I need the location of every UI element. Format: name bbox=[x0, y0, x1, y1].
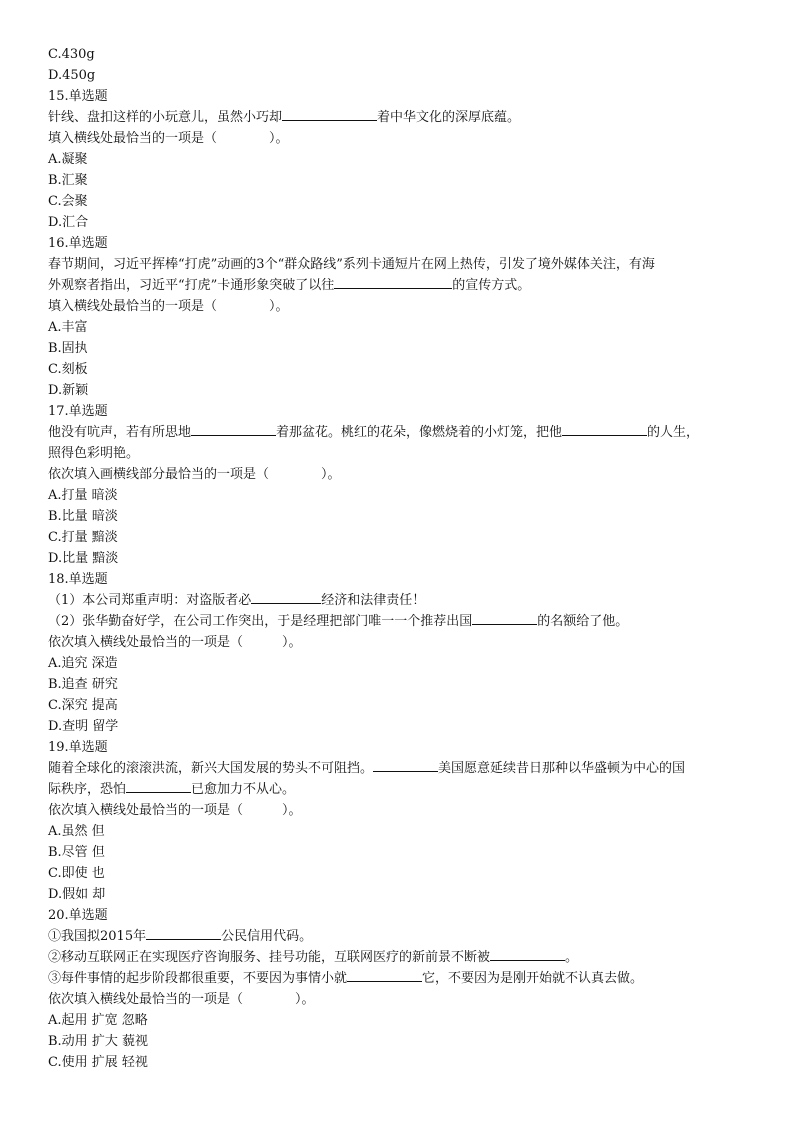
question-18-option-d: D.查明 留学 bbox=[48, 719, 119, 734]
question-15-header: 15.单选题 bbox=[48, 89, 108, 104]
fill-blank bbox=[191, 423, 276, 436]
question-20-stem-3: ③每件事情的起步阶段都很重要，不要因为事情小就 它，不要因为是刚开始就不认真去做。 bbox=[48, 971, 644, 986]
question-17-stem-2: 照得色彩明艳。 bbox=[48, 446, 140, 461]
question-16-option-a: A.丰富 bbox=[48, 320, 88, 335]
fill-blank bbox=[562, 423, 647, 436]
question-16-stem-1: 春节期间，习近平挥棒“打虎”动画的3个“群众路线”系列卡通短片在网上热传，引发了境外媒体关注，有海 bbox=[48, 257, 655, 272]
question-17-option-d: D.比量 黯淡 bbox=[48, 551, 119, 566]
question-15-stem: 针线、盘扣这样的小玩意儿，虽然小巧却 着中华文化的深厚底蕴。 bbox=[48, 110, 521, 125]
question-18-stem-2: （2）张华勤奋好学，在公司工作突出，于是经理把部门唯一一个推荐出国 的名额给了他。 bbox=[48, 614, 629, 629]
question-18-header: 18.单选题 bbox=[48, 572, 108, 587]
question-15-prompt: 填入横线处最恰当的一项是（ ）。 bbox=[48, 131, 289, 146]
question-19-header: 19.单选题 bbox=[48, 740, 108, 755]
exam-page bbox=[48, 44, 768, 1073]
question-18-option-b: B.追查 研究 bbox=[48, 677, 118, 692]
question-16-option-c: C.刻板 bbox=[48, 362, 88, 377]
question-17-option-c: C.打量 黯淡 bbox=[48, 530, 118, 545]
question-19-stem-2: 际秩序，恐怕 已愈加力不从心。 bbox=[48, 782, 296, 797]
fill-blank bbox=[347, 969, 422, 982]
question-18-stem-1: （1）本公司郑重声明：对盗版者必 经济和法律责任！ bbox=[48, 593, 426, 608]
question-20-prompt: 依次填入横线处最恰当的一项是（ ）。 bbox=[48, 992, 315, 1007]
question-19-option-d: D.假如 却 bbox=[48, 887, 106, 902]
question-16-prompt: 填入横线处最恰当的一项是（ ）。 bbox=[48, 299, 289, 314]
question-20-header: 20.单选题 bbox=[48, 908, 108, 923]
question-17-option-b: B.比量 暗淡 bbox=[48, 509, 118, 524]
fill-blank bbox=[251, 591, 321, 604]
fill-blank bbox=[472, 612, 537, 625]
option-c-prev: C.430g bbox=[48, 47, 95, 62]
fill-blank bbox=[334, 276, 452, 289]
fill-blank bbox=[282, 108, 377, 121]
question-16-option-b: B.固执 bbox=[48, 341, 88, 356]
fill-blank bbox=[146, 927, 221, 940]
question-16-header: 16.单选题 bbox=[48, 236, 108, 251]
question-19-prompt: 依次填入横线处最恰当的一项是（ ）。 bbox=[48, 803, 302, 818]
question-20-option-b: B.动用 扩大 藐视 bbox=[48, 1034, 148, 1049]
question-20-stem-2: ②移动互联网正在实现医疗咨询服务、挂号功能，互联网医疗的新前景不断被 。 bbox=[48, 950, 579, 965]
question-20-option-a: A.起用 扩宽 忽略 bbox=[48, 1013, 148, 1028]
question-15-option-d: D.汇合 bbox=[48, 215, 89, 230]
question-17-option-a: A.打量 暗淡 bbox=[48, 488, 118, 503]
question-17-header: 17.单选题 bbox=[48, 404, 108, 419]
question-18-option-a: A.追究 深造 bbox=[48, 656, 118, 671]
question-19-option-c: C.即使 也 bbox=[48, 866, 105, 881]
question-18-option-c: C.深究 提高 bbox=[48, 698, 118, 713]
fill-blank bbox=[490, 948, 565, 961]
fill-blank bbox=[126, 780, 191, 793]
question-20-stem-1: ①我国拟2015年 公民信用代码。 bbox=[48, 929, 313, 944]
question-16-stem-2: 外观察者指出，习近平“打虎”卡通形象突破了以往 的宣传方式。 bbox=[48, 278, 531, 293]
question-15-option-c: C.会聚 bbox=[48, 194, 88, 209]
question-15-option-a: A.凝聚 bbox=[48, 152, 88, 167]
question-19-option-b: B.尽管 但 bbox=[48, 845, 105, 860]
option-d-prev: D.450g bbox=[48, 68, 96, 83]
question-20-option-c: C.使用 扩展 轻视 bbox=[48, 1055, 148, 1070]
question-17-stem-1: 他没有吭声，若有所思地 着那盆花。桃红的花朵，像燃烧着的小灯笼，把他 的人生， bbox=[48, 425, 700, 440]
question-19-option-a: A.虽然 但 bbox=[48, 824, 105, 839]
question-18-prompt: 依次填入横线处最恰当的一项是（ ）。 bbox=[48, 635, 302, 650]
question-16-option-d: D.新颖 bbox=[48, 383, 89, 398]
question-15-option-b: B.汇聚 bbox=[48, 173, 88, 188]
question-17-prompt: 依次填入画横线部分最恰当的一项是（ ）。 bbox=[48, 467, 341, 482]
question-19-stem-1: 随着全球化的滚滚洪流，新兴大国发展的势头不可阻挡。 美国愿意延续昔日那种以华盛顿为中心的国 bbox=[48, 761, 686, 776]
fill-blank bbox=[373, 759, 438, 772]
